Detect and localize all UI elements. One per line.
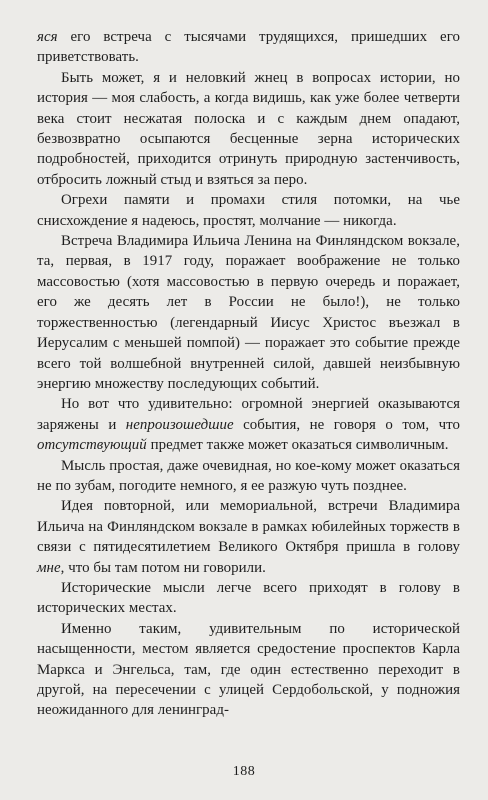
text-run-italic: мне: [37, 559, 61, 576]
text-run: , что бы там потом ни говорили.: [60, 559, 266, 576]
text-run: предмет также может оказаться символичным.: [146, 437, 449, 454]
text-run: Мысль простая, даже очевидная, но кое-кому может оказаться не по зубам, погодите немного, я ее разжую чуть позднее.: [37, 457, 460, 494]
text-run: события, не говоря о том, что: [233, 416, 460, 433]
text-run: Идея повторной, или мемориальной, встречи Владимира Ильича на Финляндском вокзале в рамках юбилейных торжеств в связи с пятидесятилетием Великого Октября пришла в голову: [37, 498, 460, 556]
paragraph-3: [37, 190, 460, 231]
paragraph-9: [37, 619, 460, 721]
text-run: яся: [37, 29, 58, 45]
text-run-italic: отсутствующий: [37, 437, 147, 454]
paragraph-5: [37, 394, 460, 455]
text-run: Огрехи памяти и промахи стиля потомки, на чье снисхождение я надеюсь, простят, молчание — никогда.: [37, 192, 460, 229]
paragraph-8: [37, 578, 460, 619]
text-run: Но вот что удивительно: огромной энергией оказываются заряжены и: [37, 396, 460, 433]
page-number: 188: [232, 764, 256, 779]
text-run: Именно таким, удивительным по исторической насыщенности, местом является средостение проспектов Карла Маркса и Энгельса, там, где один естественно переходит в другой, на пересечении с улицей Сердобольской, у подножия неожиданного для ленинград-: [37, 620, 460, 719]
page-body-text: [37, 27, 460, 721]
paragraph-7: [37, 496, 460, 578]
text-run-italic: непроизошедшие: [125, 416, 234, 433]
paragraph-6: [37, 456, 460, 497]
text-run: Быть может, я и неловкий жнец в вопросах истории, но история — моя слабость, а когда видишь, как уже более четверти века стоит несжатая полоска и с каждым днем опадают, безвозвратно осыпаются бесценные зерна исторических подробностей, приходится отринуть природную застенчивость, отбросить ложный стыд и взяться за перо.: [37, 69, 460, 188]
text-run: Исторические мысли легче всего приходят в голову в исторических местах.: [37, 579, 460, 617]
text-run: Встреча Владимира Ильича Ленина на Финляндском вокзале, та, первая, в 1917 году, поражает воображение не только массовостью (хотя массовостью в первую очередь и поражает, его же десять лет в России не было!), не только торжественностью (легендарный Иисус Христос въезжал в Иерусалим с меньшей помпой) — поражает это событие прежде всего той волшебной внутренней силой, давшей неизбывную энергию множеству последующих событий.: [37, 233, 460, 392]
paragraph-4: [37, 231, 460, 394]
paragraph-1: [37, 27, 460, 68]
text-run: его встреча с тысячами трудящихся, пришедших его приветствовать.: [37, 29, 460, 66]
paragraph-2: [37, 68, 460, 190]
